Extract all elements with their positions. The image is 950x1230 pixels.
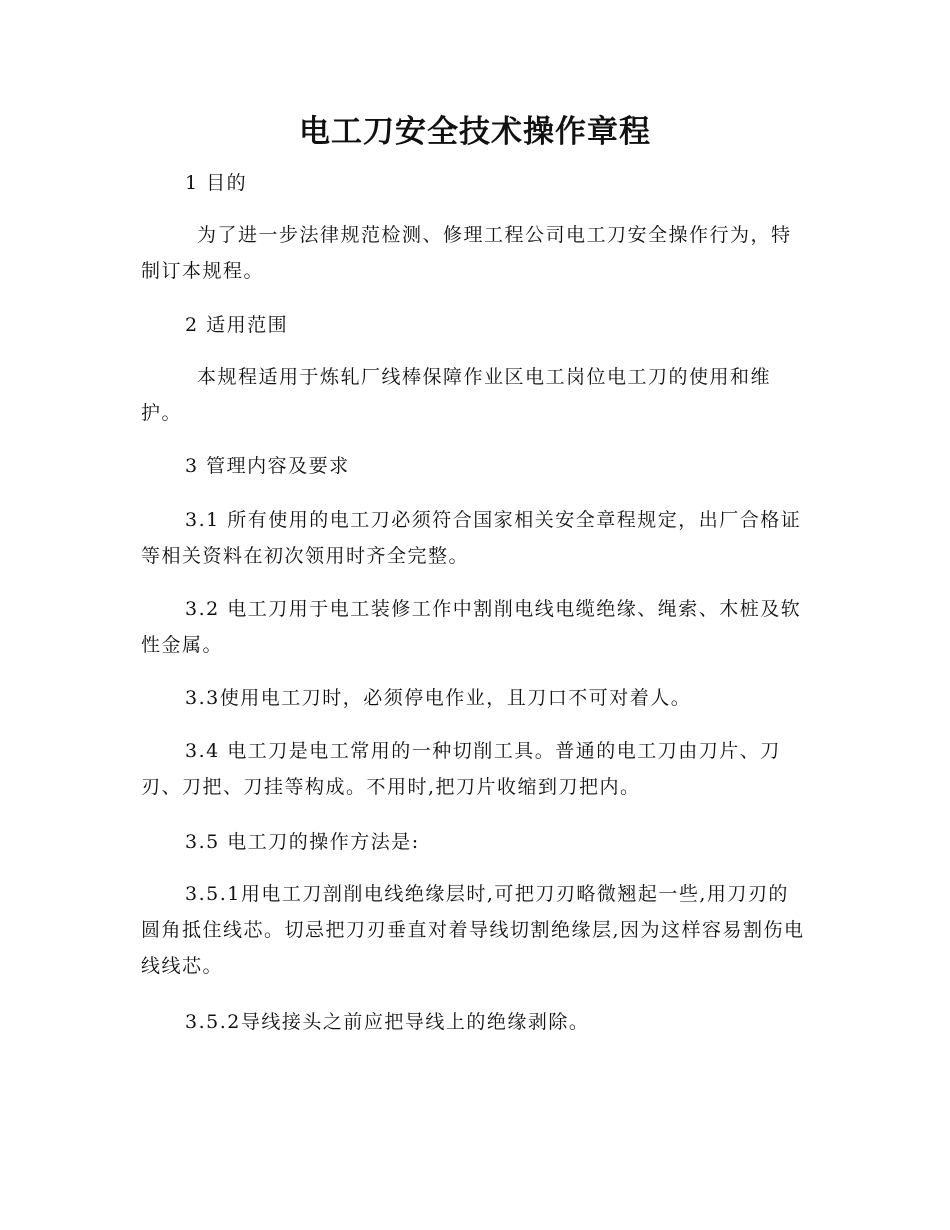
item-3-1: 3.1 所有使用的电工刀必须符合国家相关安全章程规定，出厂合格证等相关资料在初次领用时齐全完整。 xyxy=(141,509,802,567)
page-title: 电工刀安全技术操作章程 xyxy=(299,114,651,150)
item-3-5: 3.5 电工刀的操作方法是: xyxy=(185,831,420,853)
item-3-4: 3.4 电工刀是电工常用的一种切削工具。普通的电工刀由刀片、刀刃、刀把、刀挂等构成。不用时,把刀片收缩到刀把内。 xyxy=(141,740,781,798)
section-scope-heading: 2 适用范围 xyxy=(185,314,289,336)
item-3-3: 3.3使用电工刀时，必须停电作业，且刀口不可对着人。 xyxy=(185,687,692,709)
section-scope-text: 本规程适用于炼轧厂线棒保障作业区电工岗位电工刀的使用和维护。 xyxy=(141,366,772,424)
section-purpose-text: 为了进一步法律规范检测、修理工程公司电工刀安全操作行为，特制订本规程。 xyxy=(141,224,792,282)
section-management-heading: 3 管理内容及要求 xyxy=(185,455,350,477)
item-3-5-1: 3.5.1用电工刀剖削电线绝缘层时,可把刀刃略微翘起一些,用刀刃的圆角抵住线芯。切忌把刀刃垂直对着导线切割绝缘层,因为这样容易割伤电线线芯。 xyxy=(141,883,805,977)
section-purpose-heading: 1 目的 xyxy=(185,172,248,194)
item-3-5-2: 3.5.2导线接头之前应把导线上的绝缘剥除。 xyxy=(185,1011,590,1033)
item-3-2: 3.2 电工刀用于电工装修工作中割削电线电缆绝缘、绳索、木桩及软性金属。 xyxy=(141,598,802,656)
